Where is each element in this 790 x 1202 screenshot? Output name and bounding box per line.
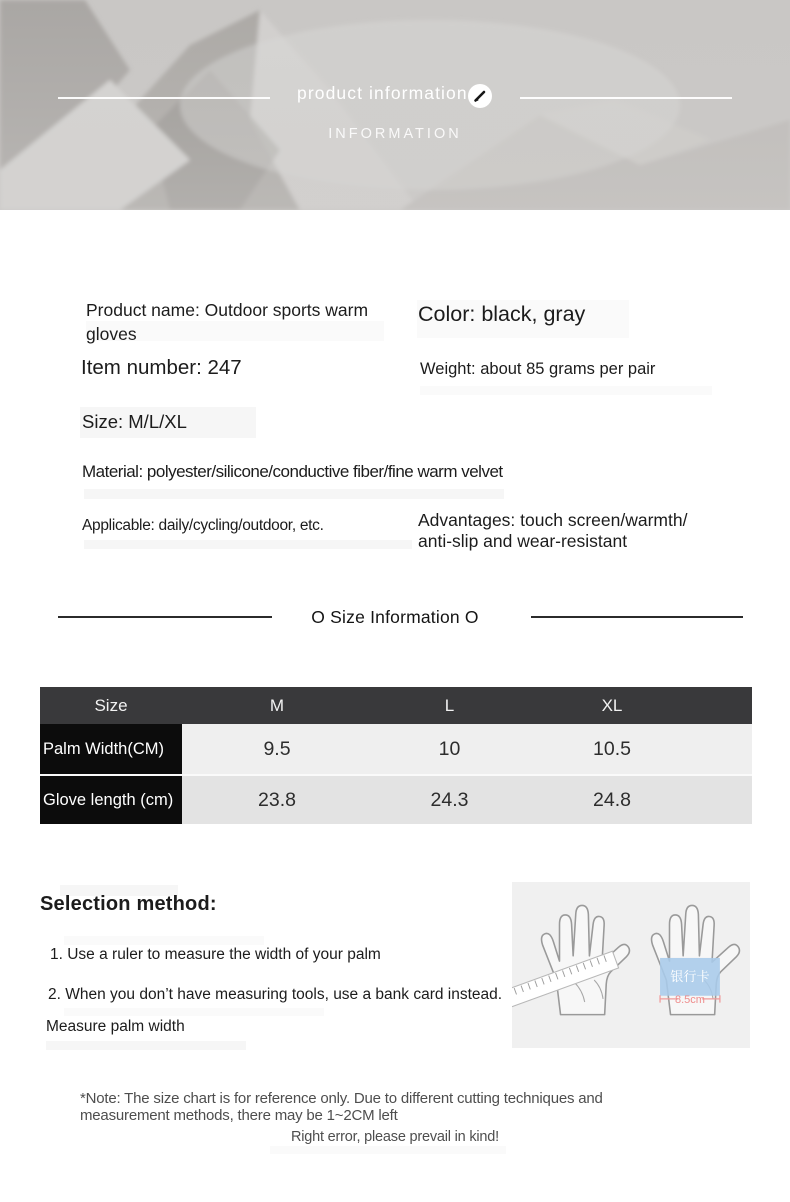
weight-spec: Weight: about 85 grams per pair	[420, 360, 656, 378]
cell-length-m: 23.8	[182, 775, 372, 824]
size-section-title: O Size Information O	[311, 607, 479, 627]
banner	[0, 0, 790, 210]
row-label-palm-width: Palm Width(CM)	[40, 724, 182, 775]
advantages-spec	[418, 510, 758, 552]
mountain-photo	[0, 0, 790, 210]
applicable-spec: Applicable: daily/cycling/outdoor, etc.	[82, 517, 324, 534]
table-row	[40, 724, 752, 775]
col-header-m: M	[182, 687, 372, 724]
size-divider-right	[531, 616, 743, 618]
measure-label: 8.5cm	[674, 994, 705, 1007]
material-spec: Material: polyester/silicone/conductive fiber/fine warm velvet	[82, 462, 503, 481]
artifact-box	[84, 489, 504, 499]
size-table	[40, 687, 752, 824]
artifact-box	[84, 540, 412, 549]
advantages-line1: Advantages: touch screen/warmth/	[418, 510, 688, 530]
hands-diagram	[512, 882, 750, 1048]
pen-icon	[466, 82, 494, 110]
note-line-3: Right error, please prevail in kind!	[291, 1129, 499, 1145]
measuring-illustration	[512, 882, 750, 1048]
note-line-2: measurement methods, there may be 1~2CM left	[80, 1107, 398, 1124]
col-header-size: Size	[40, 687, 182, 724]
table-header-row	[40, 687, 752, 724]
color-spec: Color: black, gray	[418, 302, 586, 326]
cell-palm-xl: 10.5	[527, 724, 752, 775]
table-row	[40, 775, 752, 824]
artifact-box	[46, 1041, 246, 1050]
size-spec: Size: M/L/XL	[82, 411, 187, 432]
hand-with-bank-card	[652, 905, 740, 1014]
artifact-box	[420, 386, 712, 395]
item-number: Item number: 247	[81, 356, 242, 379]
col-header-xl: XL	[527, 687, 752, 724]
selection-method-heading: Selection method:	[40, 893, 217, 915]
selection-step-2: 2. When you don’t have measuring tools, use a bank card instead.	[48, 986, 503, 1003]
note-line-1: *Note: The size chart is for reference only. Due to different cutting techniques and	[80, 1090, 603, 1107]
advantages-line2: anti-slip and wear-resistant	[418, 531, 628, 551]
artifact-box	[64, 936, 264, 945]
cell-length-l: 24.3	[372, 775, 527, 824]
banner-divider-right	[520, 97, 732, 99]
selection-step-1: 1. Use a ruler to measure the width of your palm	[50, 946, 381, 963]
product-name: Product name: Outdoor sports warm gloves	[86, 300, 369, 344]
cell-palm-l: 10	[372, 724, 527, 775]
bank-card-label: 银行卡	[670, 969, 710, 985]
banner-title: product information	[297, 83, 468, 103]
artifact-box	[64, 1008, 324, 1016]
banner-divider-left	[58, 97, 270, 99]
cell-length-xl: 24.8	[527, 775, 752, 824]
measure-palm-width-label: Measure palm width	[46, 1018, 185, 1035]
row-label-glove-length: Glove length (cm)	[40, 775, 182, 824]
cell-palm-m: 9.5	[182, 724, 372, 775]
hand-with-ruler	[512, 905, 629, 1014]
artifact-box	[270, 1146, 506, 1154]
banner-subtitle: INFORMATION	[328, 126, 462, 142]
col-header-l: L	[372, 687, 527, 724]
